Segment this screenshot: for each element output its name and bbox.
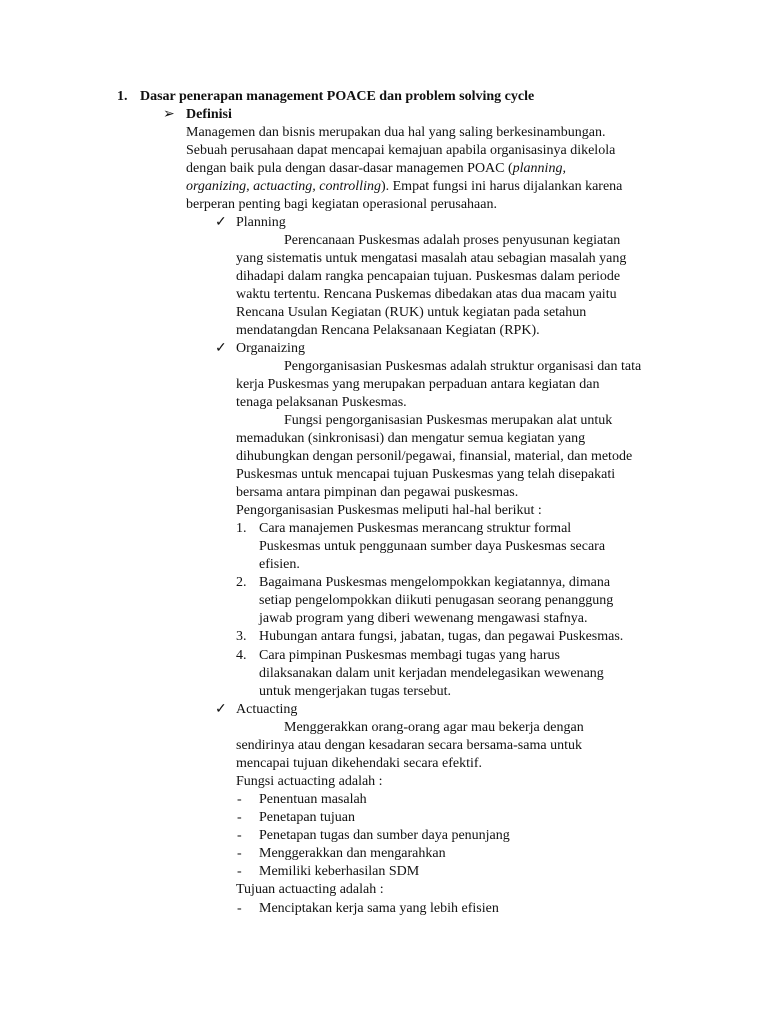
list-item-line: untuk mengerjakan tugas tersebut. [259,684,452,699]
tujuan-item: Menciptakan kerja sama yang lebih efisien [259,901,499,916]
list-item-line: dilaksanakan dalam unit kerjadan mendelegasikan wewenang [259,666,604,681]
planning-line: Rencana Usulan Kegiatan (RUK) untuk kegiatan pada setahun [236,305,587,320]
fungsi-item: Penentuan masalah [259,792,367,807]
dash-bullet: - [237,828,242,843]
list-number: 2. [236,575,247,590]
fungsi-item: Penetapan tujuan [259,810,356,825]
list-item-line: jawab program yang diberi wewenang mengawasi stafnya. [259,611,588,626]
definisi-line: Managemen dan bisnis merupakan dua hal yang saling berkesinambungan. [186,125,606,140]
actuating-line: sendirinya atau dengan kesadaran secara bersama-sama untuk [236,738,582,753]
organizing-line: memadukan (sinkronisasi) dan mengatur semua kegiatan yang [236,431,586,446]
list-item-line: setiap pengelompokkan diikuti penugasan seorang penanggung [259,593,614,608]
organizing-line: dihubungkan dengan personil/pegawai, finansial, material, dan metode [236,449,633,464]
planning-line: waktu tertentu. Rencana Puskemas dibedakan atas dua macam yaitu [236,287,617,302]
organizing-line: kerja Puskesmas yang merupakan perpaduan antara kegiatan dan [236,377,600,392]
heading-title: Dasar penerapan management POACE dan problem solving cycle [140,89,535,104]
planning-line: mendatangdan Rencana Pelaksanaan Kegiatan (RPK). [236,323,540,338]
planning-line: yang sistematis untuk mengatasi masalah atau sebagian masalah yang [236,251,627,266]
list-item-line: Puskesmas untuk penggunaan sumber daya Puskesmas secara [259,539,606,554]
arrow-bullet-icon: ➢ [163,107,175,122]
dash-bullet: - [237,846,242,861]
dash-bullet: - [237,901,242,916]
organizing-line: Fungsi pengorganisasian Puskesmas merupakan alat untuk [284,413,613,428]
fungsi-item: Penetapan tugas dan sumber daya penunjang [259,828,510,843]
fungsi-intro: Fungsi actuacting adalah : [236,774,383,789]
definisi-line: dengan baik pula dengan dasar-dasar managemen POAC (planning, [186,161,566,176]
definisi-line: organizing, actuacting, controlling). Empat fungsi ini harus dijalankan karena [186,179,623,194]
actuating-label: Actuacting [236,702,298,717]
list-item-line: Cara pimpinan Puskesmas membagi tugas yang harus [259,648,560,663]
list-number: 4. [236,648,247,663]
actuating-line: mencapai tujuan dikehendaki secara efektif. [236,756,483,771]
checkmark-icon: ✓ [215,215,227,230]
organizing-intro: Pengorganisasian Puskesmas meliputi hal-hal berikut : [236,503,542,518]
tujuan-intro: Tujuan actuacting adalah : [236,882,384,897]
planning-line: Perencanaan Puskesmas adalah proses penyusunan kegiatan [284,233,621,248]
list-item-line: Hubungan antara fungsi, jabatan, tugas, dan pegawai Puskesmas. [259,629,624,644]
planning-label: Planning [236,215,286,230]
dash-bullet: - [237,864,242,879]
checkmark-icon: ✓ [215,702,227,717]
organizing-line: Puskesmas untuk mencapai tujuan Puskesmas yang telah disepakati [236,467,616,482]
list-number: 1. [236,521,247,536]
list-item-line: Bagaimana Puskesmas mengelompokkan kegiatannya, dimana [259,575,611,590]
fungsi-item: Menggerakkan dan mengarahkan [259,846,446,861]
list-item-line: Cara manajemen Puskesmas merancang struktur formal [259,521,572,536]
dash-bullet: - [237,792,242,807]
organizing-line: bersama antara pimpinan dan pegawai puskesmas. [236,485,519,500]
definisi-line: berperan penting bagi kegiatan operasional perusahaan. [186,197,497,212]
organizing-line: Pengorganisasian Puskesmas adalah struktur organisasi dan tata [284,359,642,374]
actuating-line: Menggerakkan orang-orang agar mau bekerja dengan [284,720,584,735]
heading-number: 1. [117,89,128,104]
planning-line: dihadapi dalam rangka pencapaian tujuan. Puskesmas dalam periode [236,269,621,284]
definisi-line: Sebuah perusahaan dapat mencapai kemajuan apabila organisasinya dikelola [186,143,616,158]
checkmark-icon: ✓ [215,341,227,356]
dash-bullet: - [237,810,242,825]
list-number: 3. [236,629,247,644]
organizing-label: Organaizing [236,341,305,356]
list-item-line: efisien. [259,557,300,572]
definisi-label: Definisi [186,107,232,122]
organizing-line: tenaga pelaksanan Puskesmas. [236,395,407,410]
fungsi-item: Memiliki keberhasilan SDM [259,864,420,879]
